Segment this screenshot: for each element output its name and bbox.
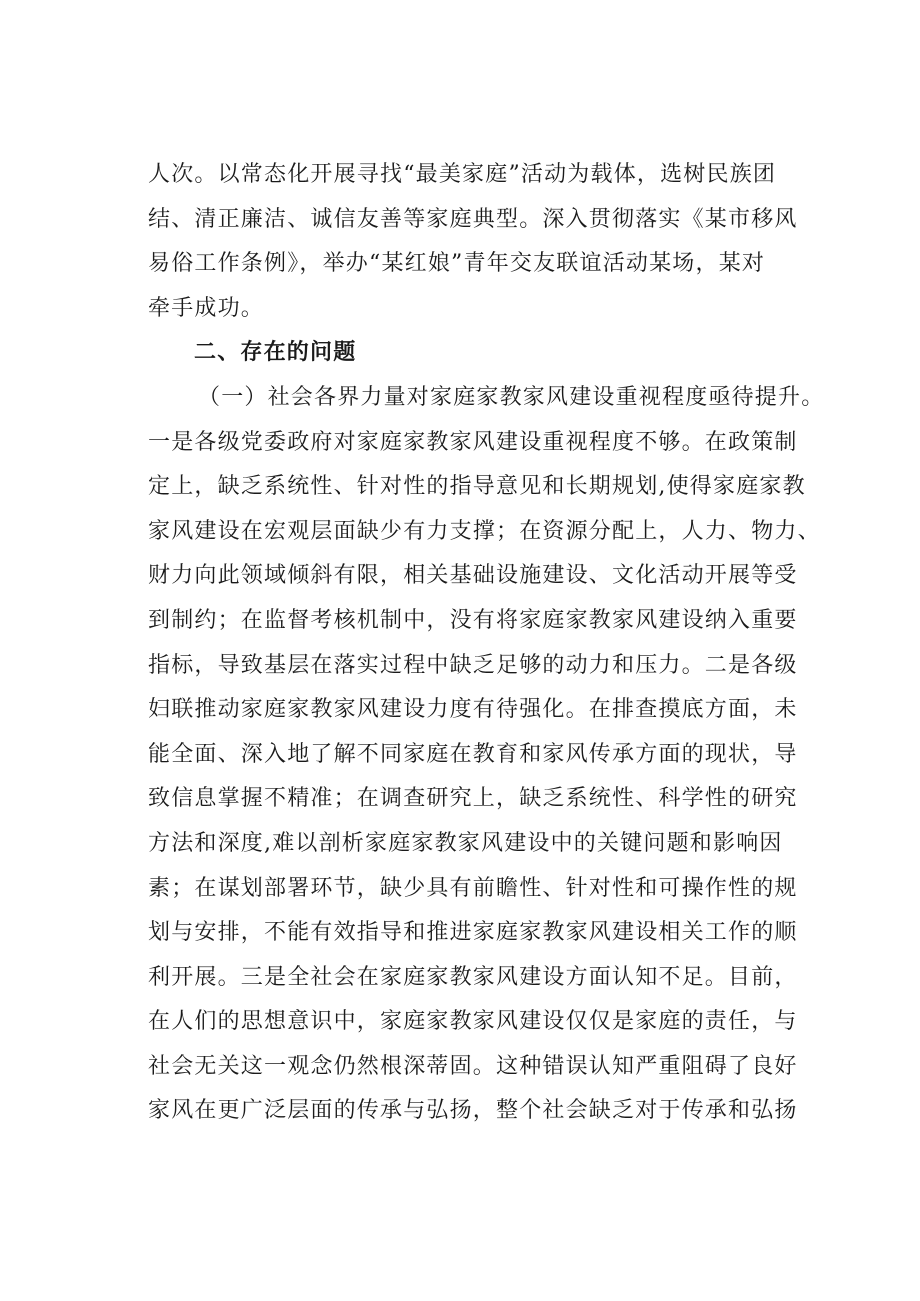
body-line: 妇联推动家庭家教家风建设力度有待强化。在排查摸底方面，未 <box>148 697 798 723</box>
body-line: 牵手成功。 <box>148 295 265 321</box>
body-line: 到制约；在监督考核机制中，没有将家庭家教家风建设纳入重要 <box>148 607 798 633</box>
body-line: 素；在谋划部署环节，缺少具有前瞻性、针对性和可操作性的规 <box>148 875 798 901</box>
body-line: 致信息掌握不精准；在调查研究上，缺乏系统性、科学性的研究 <box>148 786 798 812</box>
body-line: 结、清正廉洁、诚信友善等家庭典型。深入贯彻落实《某市移风 <box>148 206 798 232</box>
body-line: 能全面、深入地了解不同家庭在教育和家风传承方面的现状，导 <box>148 741 798 767</box>
body-line: 社会无关这一观念仍然根深蒂固。这种错误认知严重阻碍了良好 <box>148 1053 798 1079</box>
body-line: 人次。以常态化开展寻找“最美家庭”活动为载体，选树民族团 <box>148 162 777 187</box>
body-line: 方法和深度,难以剖析家庭家教家风建设中的关键问题和影响因 <box>148 830 783 856</box>
subsection-heading-line: （一）社会各界力量对家庭家教家风建设重视程度亟待提升。 <box>198 384 825 410</box>
body-line: 财力向此领域倾斜有限，相关基础设施建设、文化活动开展等受 <box>148 563 798 589</box>
section-heading: 二、存在的问题 <box>194 340 357 366</box>
body-line: 易俗工作条例》，举办“某红娘”青年交友联谊活动某场，某对 <box>148 251 766 277</box>
body-line: 定上，缺乏系统性、针对性的指导意见和长期规划,使得家庭家教 <box>148 474 806 500</box>
body-line: 在人们的思想意识中，家庭家教家风建设仅仅是家庭的责任，与 <box>148 1009 798 1035</box>
body-line: 家风建设在宏观层面缺少有力支撑；在资源分配上，人力、物力、 <box>148 518 821 544</box>
body-line: 利开展。三是全社会在家庭家教家风建设方面认知不足。目前， <box>148 964 798 990</box>
document-body <box>148 153 828 1134</box>
body-line: 指标，导致基层在落实过程中缺乏足够的动力和压力。二是各级 <box>148 652 798 678</box>
body-line: 一是各级党委政府对家庭家教家风建设重视程度不够。在政策制 <box>148 429 798 455</box>
body-line: 家风在更广泛层面的传承与弘扬，整个社会缺乏对于传承和弘扬 <box>148 1098 798 1124</box>
body-line: 划与安排，不能有效指导和推进家庭家教家风建设相关工作的顺 <box>148 920 798 946</box>
